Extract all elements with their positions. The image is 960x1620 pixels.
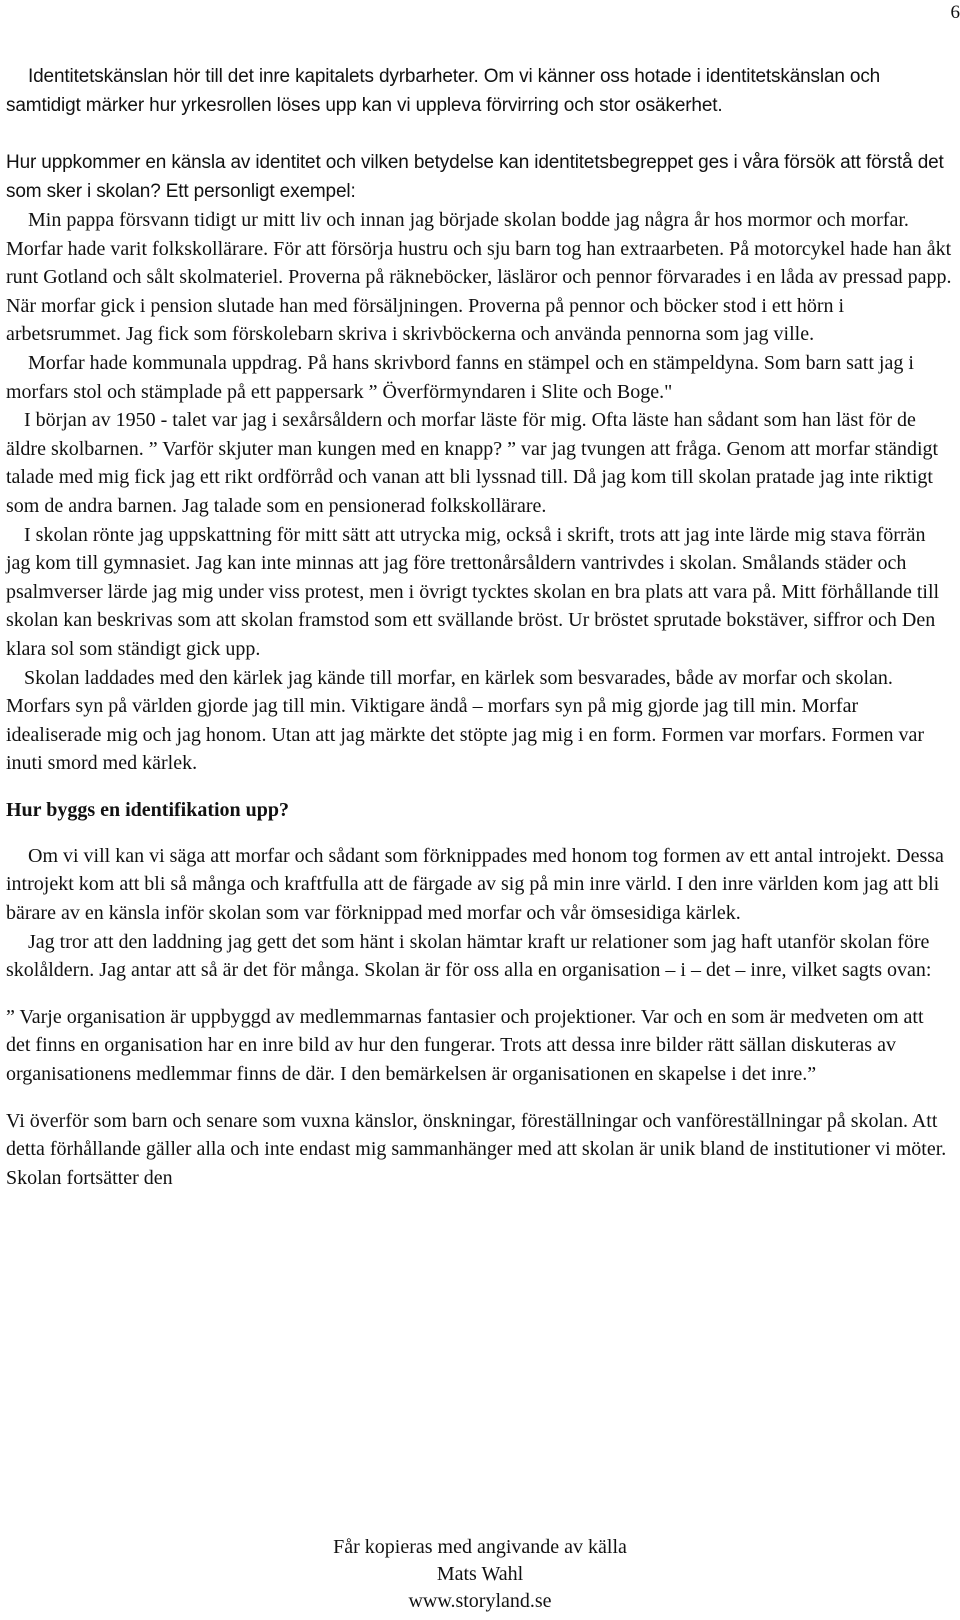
paragraph-identity-question: Hur uppkommer en känsla av identitet och vilken betydelse kan identitetsbegreppet ges i våra försök att förstå det som sker i skolan? Ett personligt exempel:: [6, 152, 944, 202]
footer-website: www.storyland.se: [408, 1590, 552, 1612]
quote-organisation: ” Varje organisation är uppbyggd av medlemmarnas fantasier och projektioner. Var och en som är medveten om att det finns en organisation har en inre bild av hur den fungerar. Trots att dessa inre bilder rätt sällan diskuteras av organisationens medlemmar finns de där. I den bemärkelsen är organisationen en skapelse i det inre.”: [6, 1005, 924, 1086]
paragraph-transference: Vi överför som barn och senare som vuxna känslor, önskningar, föreställningar och vanföreställningar på skolan. Att detta förhållande gäller alla och inte endast mig sammanhänger med att skolan är unik bland de institutioner vi möter. Skolan fortsätter den: [6, 1109, 947, 1189]
section-heading: Hur byggs en identifikation upp?: [6, 798, 290, 821]
footer-author: Mats Wahl: [436, 1563, 524, 1585]
footer-copy-notice: Får kopieras med angivande av källa: [333, 1536, 627, 1558]
paragraph-identity-intro: Identitetskänslan hör till det inre kapitalets dyrbarheter. Om vi känner oss hotade i identitetskänslan och samtidigt märker hur yrkesrollen löses upp kan vi uppleva förvirring och stor osäkerhet.: [6, 66, 881, 116]
page-number: 6: [950, 2, 960, 23]
document-body: [6, 62, 952, 1192]
paragraph-introjects: Om vi vill kan vi säga att morfar och sådant som förknippades med honom tog formen av ett antal introjekt. Dessa introjekt kom att bli så många och kraftfulla att de färgade av sig på min inre värld. I den inre världen kom jag att bli bärare av en känsla inför skolan som var förknippad med morfar och vår ömsesidiga kärlek.: [6, 844, 944, 925]
paragraph-school-love: Skolan laddades med den kärlek jag kände till morfar, en kärlek som besvarades, både av morfar och skolan. Morfars syn på världen gjorde jag till min. Viktigare ändå – morfars syn på mig gjorde jag till min. Morfar idealiserade mig och jag honom. Utan att jag märkte det stöpte jag mig i en form. Formen var morfars. Formen var inuti smord med kärlek.: [6, 666, 925, 775]
page-footer: [0, 1534, 960, 1615]
paragraph-school-appreciation: I skolan rönte jag uppskattning för mitt sätt att utrycka mig, också i skrift, trots att jag inte lärde mig stava förrän jag kom till gymnasiet. Jag kan inte minnas att jag före trettonårsåldern vantrivdes i skolan. Smålands städer och psalmverser lärde jag mig under viss protest, men i övrigt tycktes skolan en bra plats att vara på. Mitt förhållande till skolan kan beskrivas som att skolan framstod som ett svällande bröst. Ur bröstet sprutade bokstäver, siffror och Den klara sol som ständigt gick upp.: [6, 523, 940, 660]
paragraph-stamp: Morfar hade kommunala uppdrag. På hans skrivbord fanns en stämpel och en stämpeldyna. Som barn satt jag i morfars stol och stämplade på ett pappersark ” Överförmyndaren i Slite och Boge.": [6, 351, 914, 403]
paragraph-reading: I början av 1950 - talet var jag i sexårsåldern och morfar läste för mig. Ofta läste han sådant som han läst för de äldre skolbarnen. ” Varför skjuter man kungen med en knapp? ” var jag tvungen att fråga. Genom att morfar ständigt talade med mig fick jag ett rikt ordförråd och vanan att bli lyssnad till. Då jag kom till skolan pratade jag inte riktigt som de andra barnen. Jag talade som en pensionerad folkskollärare.: [6, 409, 939, 517]
paragraph-grandfather-story: Min pappa försvann tidigt ur mitt liv och innan jag började skolan bodde jag några år hos mormor och morfar. Morfar hade varit folkskollärare. För att försörja hustru och sju barn tog han extraarbeten. På motorcykel hade han åkt runt Gotland och sålt skolmateriel. Proverna på räkneböcker, läsläror och pennor förvarades i en låda av pressad papp. När morfar gick i pension slutade han med försäljningen. Proverna på pennor och böcker stod i ett hörn i arbetsrummet. Jag fick som förskolebarn skriva i skrivböckerna och använda pennorna som jag ville.: [6, 209, 952, 346]
paragraph-charge: Jag tror att den laddning jag gett det som hänt i skolan hämtar kraft ur relationer som jag haft utanför skolan före skolåldern. Jag antar att så är det för många. Skolan är för oss alla en organisation – i – det – inre, vilket sagts ovan:: [6, 930, 932, 982]
